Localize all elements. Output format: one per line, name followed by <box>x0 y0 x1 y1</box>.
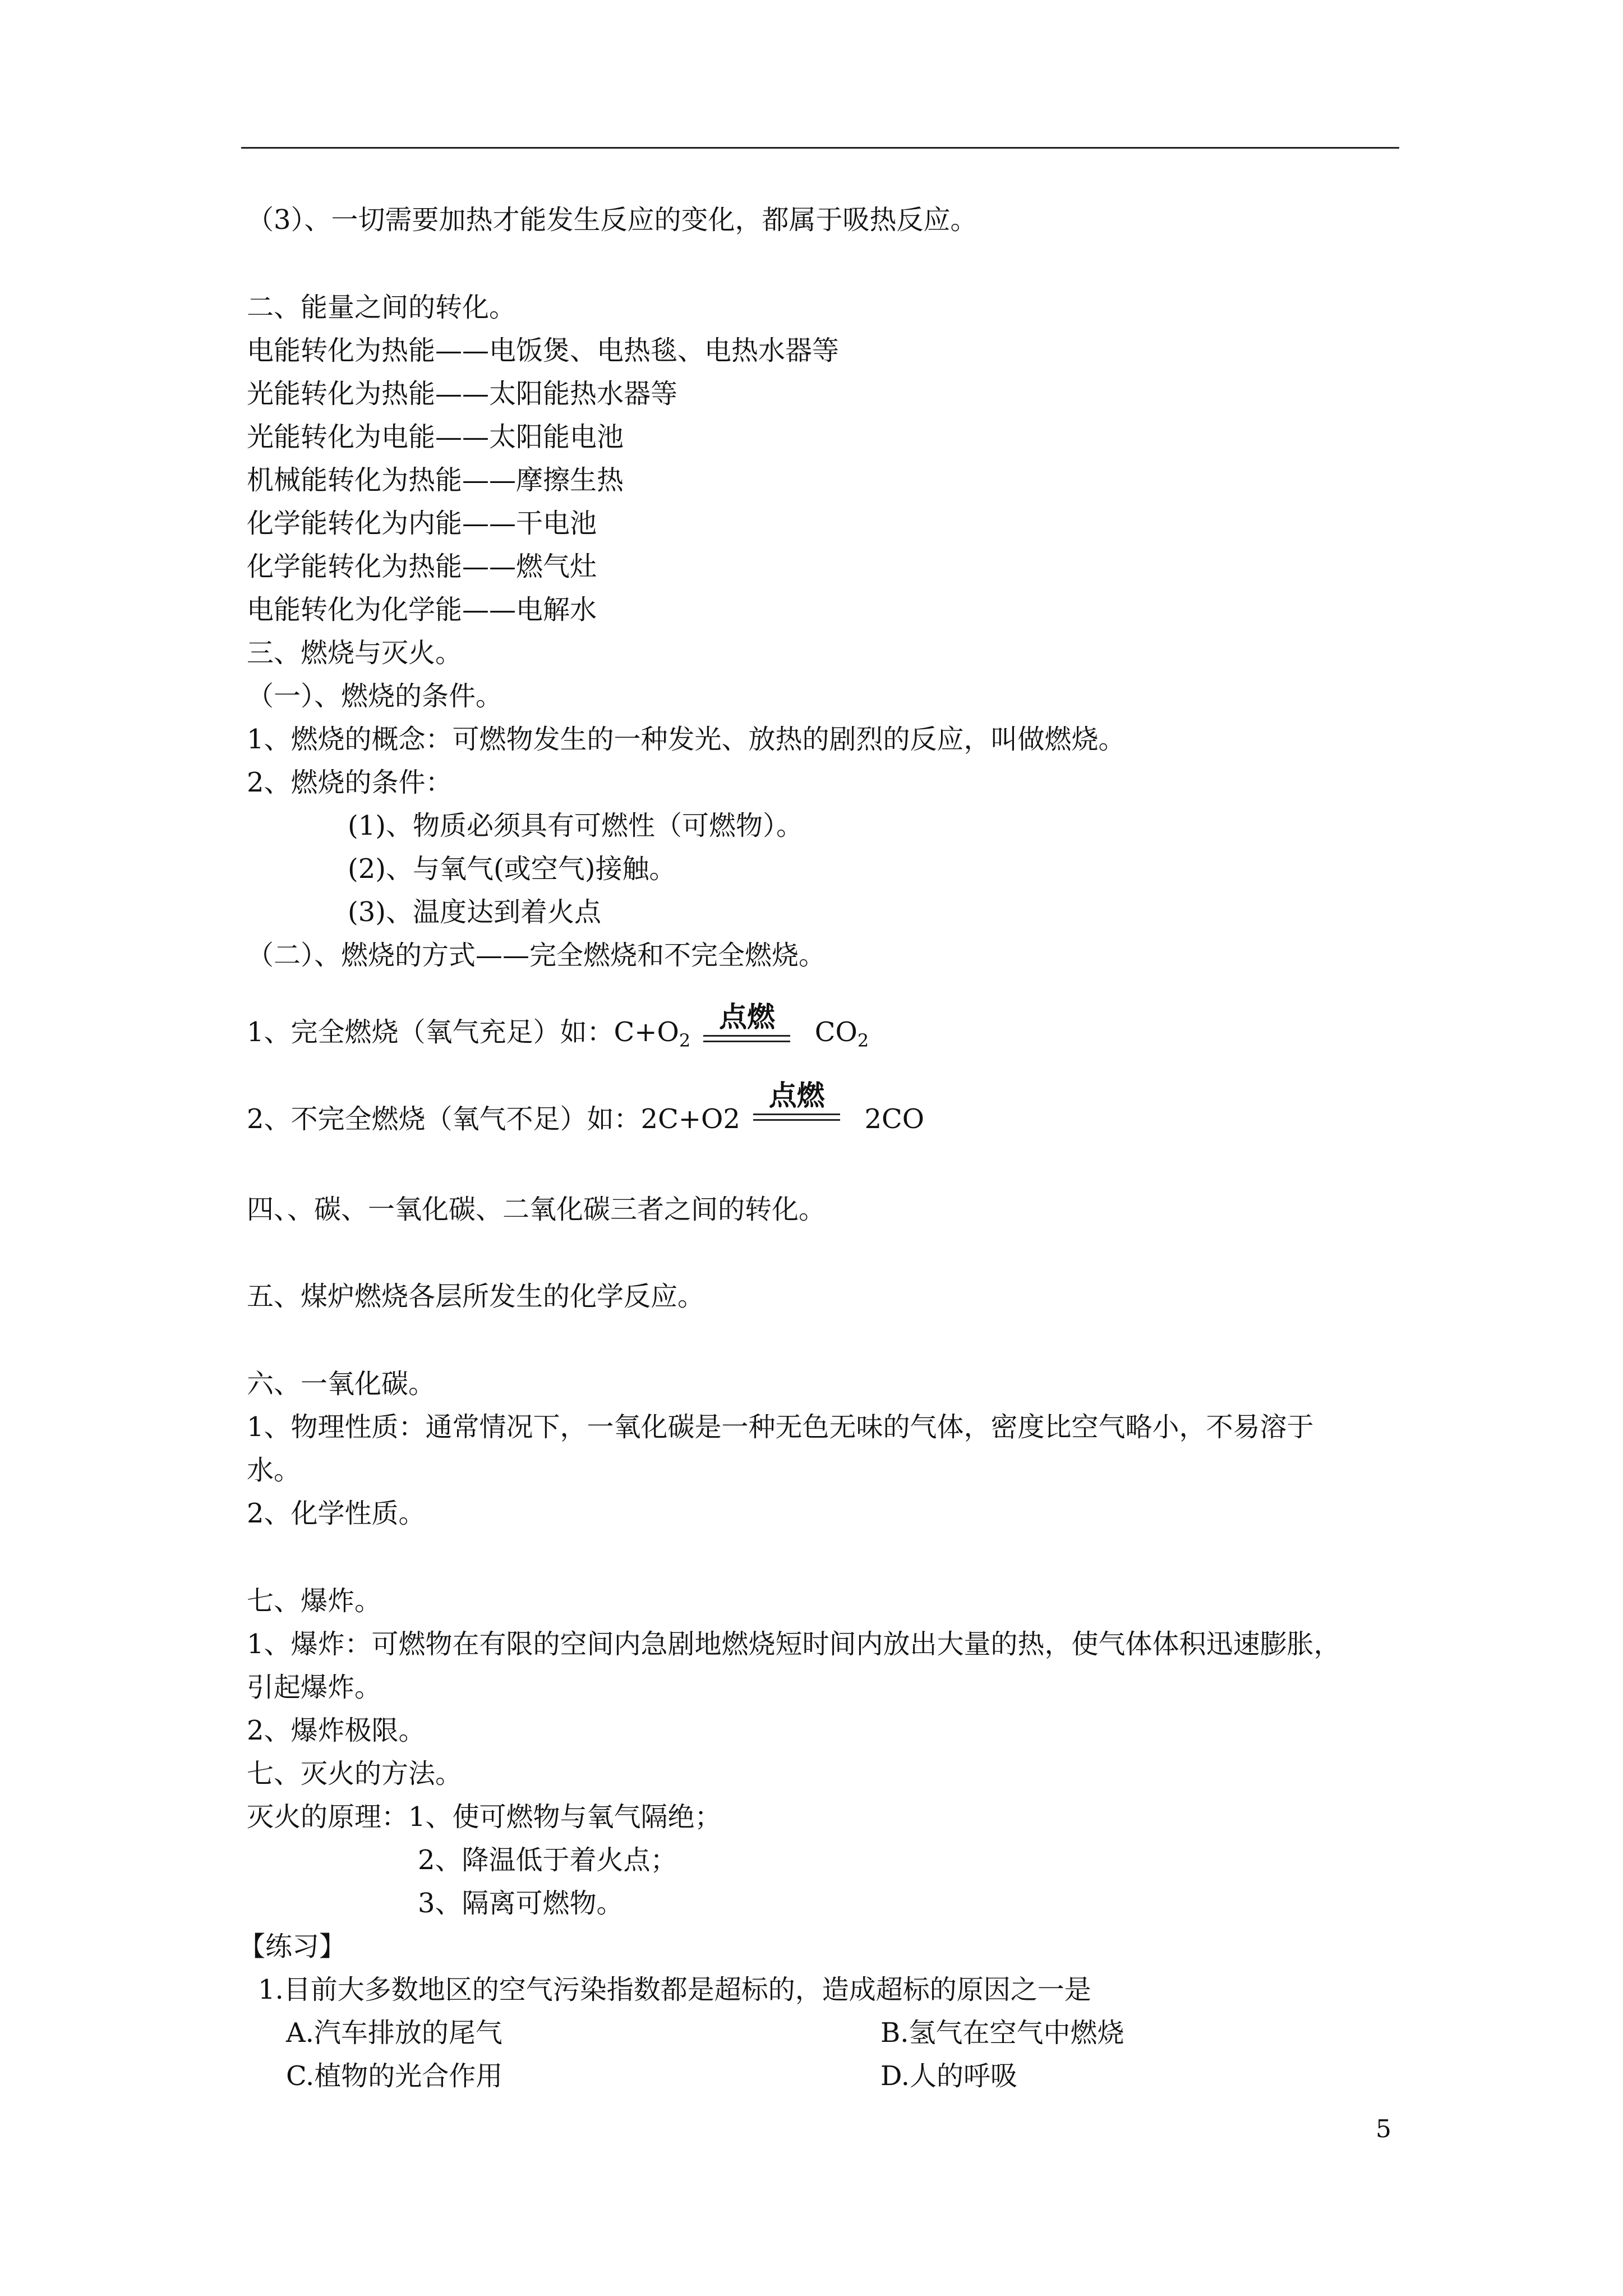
option-c: C.植物的光合作用 <box>286 2060 503 2092</box>
subscript: 2 <box>857 1030 869 1051</box>
section-heading: 三、燃烧与灭火。 <box>247 637 463 669</box>
subsection-heading: （一）、燃烧的条件。 <box>247 680 503 712</box>
text-line: 化学能转化为热能——燃气灶 <box>247 551 597 582</box>
equation-product: 2CO <box>864 1103 925 1135</box>
section-heading: 二、能量之间的转化。 <box>247 292 517 323</box>
text-line: 1、物理性质：通常情况下，一氧化碳是一种无色无味的气体，密度比空气略小，不易溶于 <box>247 1411 1314 1443</box>
text-line: 2、燃烧的条件： <box>247 767 453 798</box>
option-a: A.汽车排放的尾气 <box>286 2017 502 2049</box>
text-line: （3）、一切需要加热才能发生反应的变化，都属于吸热反应。 <box>247 204 978 236</box>
equation-product: CO <box>814 1016 857 1048</box>
section-heading: 七、爆炸。 <box>247 1585 382 1617</box>
option-d: D.人的呼吸 <box>880 2060 1018 2092</box>
list-item: (1)、物质必须具有可燃性（可燃物）。 <box>348 810 803 841</box>
equation-incomplete-combustion <box>247 1079 925 1136</box>
text-line: 2、爆炸极限。 <box>247 1715 426 1746</box>
option-b: B.氢气在空气中燃烧 <box>880 2017 1124 2049</box>
text-line: 水。 <box>247 1455 301 1486</box>
text-line: 灭火的原理：1、使可燃物与氧气隔绝； <box>247 1801 722 1833</box>
text-line: 1、燃烧的概念：可燃物发生的一种发光、放热的剧烈的反应，叫做燃烧。 <box>247 724 1126 755</box>
text-line: 2、化学性质。 <box>247 1498 426 1529</box>
exercise-heading: 【练习】 <box>238 1931 347 1962</box>
text-line: 电能转化为热能——电饭煲、电热毯、电热水器等 <box>247 335 840 366</box>
section-heading: 五、煤炉燃烧各层所发生的化学反应。 <box>247 1281 705 1312</box>
equation-prefix: 1、完全燃烧（氧气充足）如：C+O <box>247 1016 679 1048</box>
header-rule <box>241 147 1399 149</box>
reaction-condition: 点燃 <box>718 1001 775 1033</box>
text-line: 光能转化为热能——太阳能热水器等 <box>247 378 678 409</box>
text-line: 化学能转化为内能——干电池 <box>247 508 597 539</box>
text-line: 引起爆炸。 <box>247 1672 382 1703</box>
reaction-condition: 点燃 <box>768 1079 825 1112</box>
subscript: 2 <box>679 1030 691 1051</box>
text-line: 1、爆炸：可燃物在有限的空间内急剧地燃烧短时间内放出大量的热，使气体体积迅速膨胀， <box>247 1628 1341 1660</box>
question-text: 1.目前大多数地区的空气污染指数都是超标的，造成超标的原因之一是 <box>258 1974 1091 2005</box>
text-line: 电能转化为化学能——电解水 <box>247 594 597 625</box>
text-line: 光能转化为电能——太阳能电池 <box>247 421 624 453</box>
page-number: 5 <box>1376 2115 1391 2143</box>
equation-complete-combustion <box>247 1001 869 1057</box>
text-line: 机械能转化为热能——摩擦生热 <box>247 464 624 496</box>
list-item: 2、降温低于着火点； <box>418 1844 677 1876</box>
reaction-arrow <box>703 1001 790 1057</box>
list-item: (2)、与氧气(或空气)接触。 <box>348 853 676 885</box>
list-item: (3)、温度达到着火点 <box>348 896 601 928</box>
section-heading: 七、灭火的方法。 <box>247 1758 463 1789</box>
subsection-heading: （二）、燃烧的方式——完全燃烧和不完全燃烧。 <box>247 940 826 971</box>
section-heading: 六、一氧化碳。 <box>247 1368 436 1400</box>
section-heading: 四、、碳、一氧化碳、二氧化碳三者之间的转化。 <box>247 1194 826 1225</box>
equation-prefix: 2、不完全燃烧（氧气不足）如：2C+O2 <box>247 1103 740 1135</box>
list-item: 3、隔离可燃物。 <box>418 1888 624 1919</box>
reaction-arrow <box>753 1079 840 1136</box>
